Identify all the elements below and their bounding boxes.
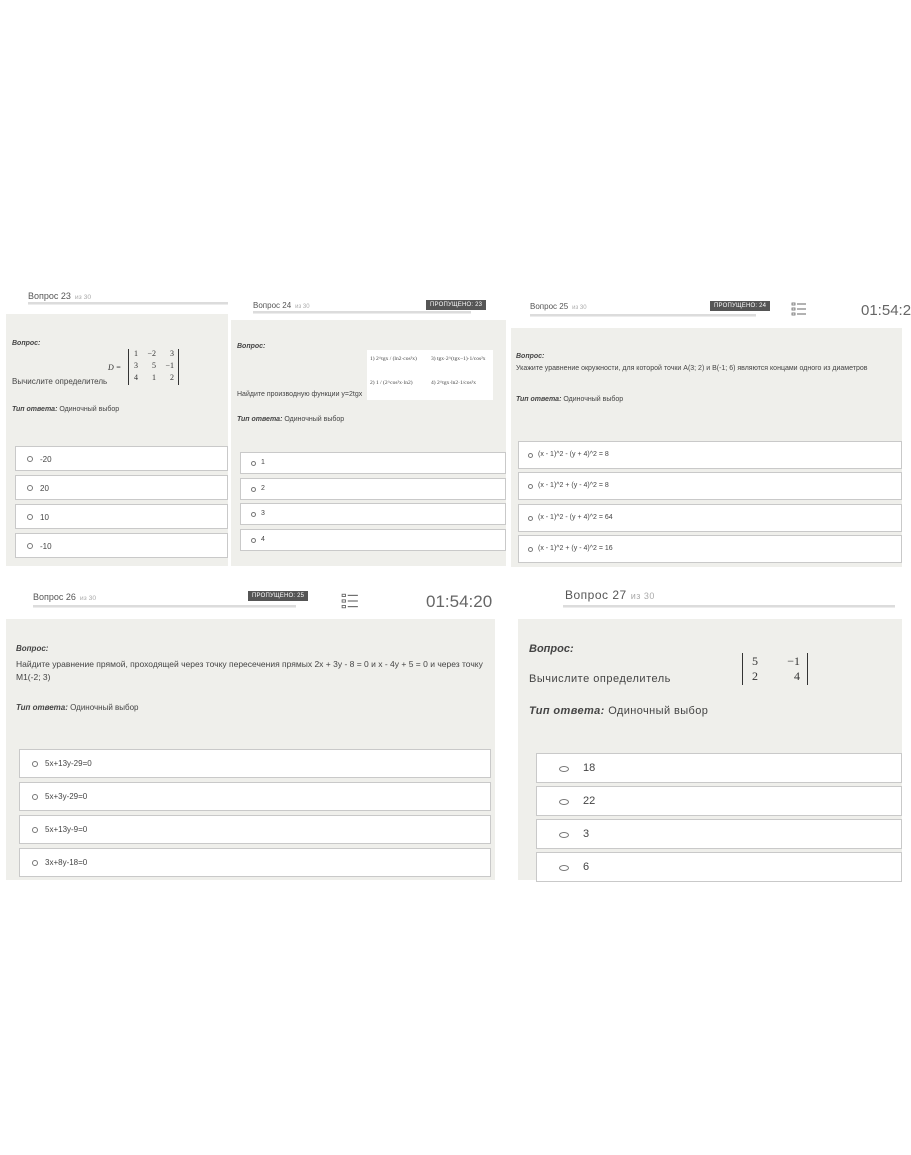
option-label: 22 — [583, 795, 596, 807]
radio-icon[interactable] — [528, 516, 533, 521]
matrix-bar-right — [807, 653, 808, 685]
question-total: из 30 — [630, 591, 655, 601]
radio-icon[interactable] — [528, 547, 533, 552]
matrix-cell: −1 — [165, 361, 174, 370]
question-number: Вопрос 26 — [33, 592, 76, 602]
answer-type-value: Одиночный выбор — [70, 703, 139, 712]
skipped-badge: ПРОПУЩЕНО: 24 — [710, 301, 770, 311]
matrix-bar-left — [128, 349, 129, 385]
matrix-cell: 2 — [170, 373, 174, 382]
question-number: Вопрос 24 — [253, 301, 292, 310]
question-label: Вопрос: — [16, 644, 49, 653]
option-label: 4 — [261, 536, 265, 543]
question-prompt: Найдите производную функции y=2tgx — [237, 391, 363, 398]
answer-option[interactable] — [518, 504, 902, 532]
progress-rule — [253, 311, 471, 314]
skipped-badge: ПРОПУЩЕНО: 23 — [426, 300, 486, 310]
radio-icon[interactable] — [559, 766, 569, 772]
answer-formulas — [367, 350, 493, 400]
option-label: 5x+13y-9=0 — [45, 825, 88, 834]
question-label: Вопрос: — [12, 340, 41, 347]
radio-icon[interactable] — [32, 761, 38, 767]
option-label: -20 — [40, 455, 52, 464]
radio-icon[interactable] — [27, 514, 33, 520]
question-list-icon[interactable] — [341, 592, 359, 610]
answer-option[interactable] — [536, 786, 902, 816]
matrix-cell: 1 — [134, 349, 138, 358]
answer-option[interactable] — [19, 782, 491, 811]
question-prompt: Найдите уравнение прямой, проходящей через точку пересечения прямых 2x + 3y - 8 = 0 и x - 4y + 5 = 0 и через точку M1(-2; 3) — [16, 659, 483, 682]
answer-type — [516, 396, 623, 403]
option-label: 18 — [583, 762, 596, 774]
option-label: -10 — [40, 542, 52, 551]
question-panel-24 — [231, 292, 506, 566]
answer-type — [12, 406, 119, 413]
radio-icon[interactable] — [559, 799, 569, 805]
option-label: 3x+8y-18=0 — [45, 858, 88, 867]
question-panel-27 — [518, 577, 902, 880]
answer-option[interactable] — [19, 749, 491, 778]
question-list-icon[interactable] — [791, 301, 807, 317]
timer: 01:54:20 — [426, 592, 493, 611]
matrix-cell: −1 — [787, 654, 800, 668]
answer-option[interactable] — [536, 852, 902, 882]
matrix-label: D = — [108, 363, 122, 372]
radio-icon[interactable] — [32, 860, 38, 866]
question-number: Вопрос 27 — [565, 588, 627, 602]
answer-type-label: Тип ответа: — [16, 703, 68, 712]
answer-type-label: Тип ответа: — [516, 396, 562, 403]
option-label: 5x+3y-29=0 — [45, 792, 88, 801]
timer: 01:54:2 — [861, 302, 911, 319]
option-label: 20 — [40, 484, 49, 493]
question-total: из 30 — [295, 304, 310, 310]
option-label: (x - 1)^2 + (y - 4)^2 = 16 — [538, 545, 613, 552]
formula-4: 4) 2^tgx·ln2·1/cos²x — [431, 380, 477, 386]
question-prompt: Вычислите определитель — [529, 673, 671, 685]
question-title — [565, 588, 655, 602]
question-title — [253, 301, 310, 310]
skipped-badge: ПРОПУЩЕНО: 25 — [248, 591, 308, 601]
answer-option[interactable] — [240, 529, 506, 551]
radio-icon[interactable] — [32, 827, 38, 833]
question-number: Вопрос 25 — [530, 302, 569, 311]
answer-option[interactable] — [240, 478, 506, 500]
answer-type-label: Тип ответа: — [12, 406, 58, 413]
option-label: 3 — [583, 828, 590, 840]
option-label: 10 — [40, 513, 49, 522]
answer-type — [237, 416, 344, 423]
answer-option[interactable] — [15, 446, 228, 471]
option-label: 1 — [261, 459, 265, 466]
radio-icon[interactable] — [32, 794, 38, 800]
question-total: из 30 — [79, 595, 97, 602]
progress-rule — [28, 302, 228, 305]
determinant-matrix — [740, 653, 810, 685]
radio-icon[interactable] — [559, 832, 569, 838]
answer-type-label: Тип ответа: — [237, 416, 283, 423]
answer-option[interactable] — [518, 472, 902, 500]
matrix-cell: 4 — [134, 373, 138, 382]
question-panel-25 — [511, 290, 911, 567]
question-prompt: Вычислите определитель — [12, 377, 108, 386]
answer-option[interactable] — [19, 848, 491, 877]
progress-rule — [530, 314, 756, 317]
answer-type-value: Одиночный выбор — [284, 416, 345, 423]
radio-icon[interactable] — [251, 487, 256, 492]
radio-icon[interactable] — [27, 456, 33, 462]
matrix-bar-right — [178, 349, 179, 385]
matrix-cell: 2 — [752, 669, 758, 683]
formula-2: 2) 1 / (2^cos²x·ln2) — [370, 380, 413, 386]
option-label: 6 — [583, 861, 590, 873]
answer-type-label: Тип ответа: — [529, 705, 605, 717]
matrix-cell: −2 — [147, 349, 156, 358]
progress-rule — [33, 605, 296, 608]
answer-option[interactable] — [240, 503, 506, 525]
question-number: Вопрос 23 — [28, 291, 71, 301]
option-label: (x - 1)^2 + (y - 4)^2 = 8 — [538, 482, 609, 489]
radio-icon[interactable] — [27, 485, 33, 491]
radio-icon[interactable] — [251, 512, 256, 517]
answer-option[interactable] — [15, 504, 228, 529]
answer-option[interactable] — [518, 535, 902, 563]
progress-rule — [563, 605, 895, 608]
answer-option[interactable] — [536, 753, 902, 783]
matrix-cell: 5 — [152, 361, 156, 370]
matrix-cell: 1 — [152, 373, 156, 382]
question-panel-26 — [6, 577, 495, 880]
radio-icon[interactable] — [528, 484, 533, 489]
radio-icon[interactable] — [559, 865, 569, 871]
determinant-matrix — [108, 349, 188, 385]
question-label: Вопрос: — [529, 643, 574, 655]
matrix-cell: 5 — [752, 654, 758, 668]
radio-icon[interactable] — [528, 453, 533, 458]
option-label: (x - 1)^2 - (y + 4)^2 = 8 — [538, 451, 609, 458]
answer-option[interactable] — [536, 819, 902, 849]
question-total: из 30 — [572, 305, 587, 311]
answer-option[interactable] — [19, 815, 491, 844]
radio-icon[interactable] — [27, 543, 33, 549]
answer-option[interactable] — [240, 452, 506, 474]
answer-option[interactable] — [15, 533, 228, 558]
answer-type-value: Одиночный выбор — [608, 705, 709, 717]
answer-option[interactable] — [15, 475, 228, 500]
matrix-cell: 3 — [170, 349, 174, 358]
question-title — [33, 592, 96, 602]
option-label: 3 — [261, 510, 265, 517]
question-total: из 30 — [74, 294, 92, 301]
question-prompt: Укажите уравнение окружности, для которой точки A(3; 2) и B(-1; 6) являются концами одного из диаметров — [516, 365, 868, 372]
question-label: Вопрос: — [516, 353, 545, 360]
formula-1: 1) 2^tgx / (ln2·cos²x) — [370, 356, 417, 362]
answer-type-value: Одиночный выбор — [563, 396, 624, 403]
option-label: (x - 1)^2 - (y + 4)^2 = 64 — [538, 514, 613, 521]
matrix-cell: 4 — [794, 669, 800, 683]
question-label: Вопрос: — [237, 343, 266, 350]
matrix-bar-left — [742, 653, 743, 685]
option-label: 5x+13y-29=0 — [45, 759, 92, 768]
question-title — [530, 302, 587, 311]
answer-type — [16, 703, 139, 712]
matrix-cell: 3 — [134, 361, 138, 370]
question-panel-23 — [6, 284, 228, 566]
radio-icon[interactable] — [251, 538, 256, 543]
radio-icon[interactable] — [251, 461, 256, 466]
answer-type — [529, 705, 708, 717]
formula-3: 3) tgx·2^(tgx−1)·1/cos²x — [431, 356, 486, 362]
answer-option[interactable] — [518, 441, 902, 469]
answer-type-value: Одиночный выбор — [59, 406, 120, 413]
option-label: 2 — [261, 485, 265, 492]
question-title — [28, 291, 91, 301]
